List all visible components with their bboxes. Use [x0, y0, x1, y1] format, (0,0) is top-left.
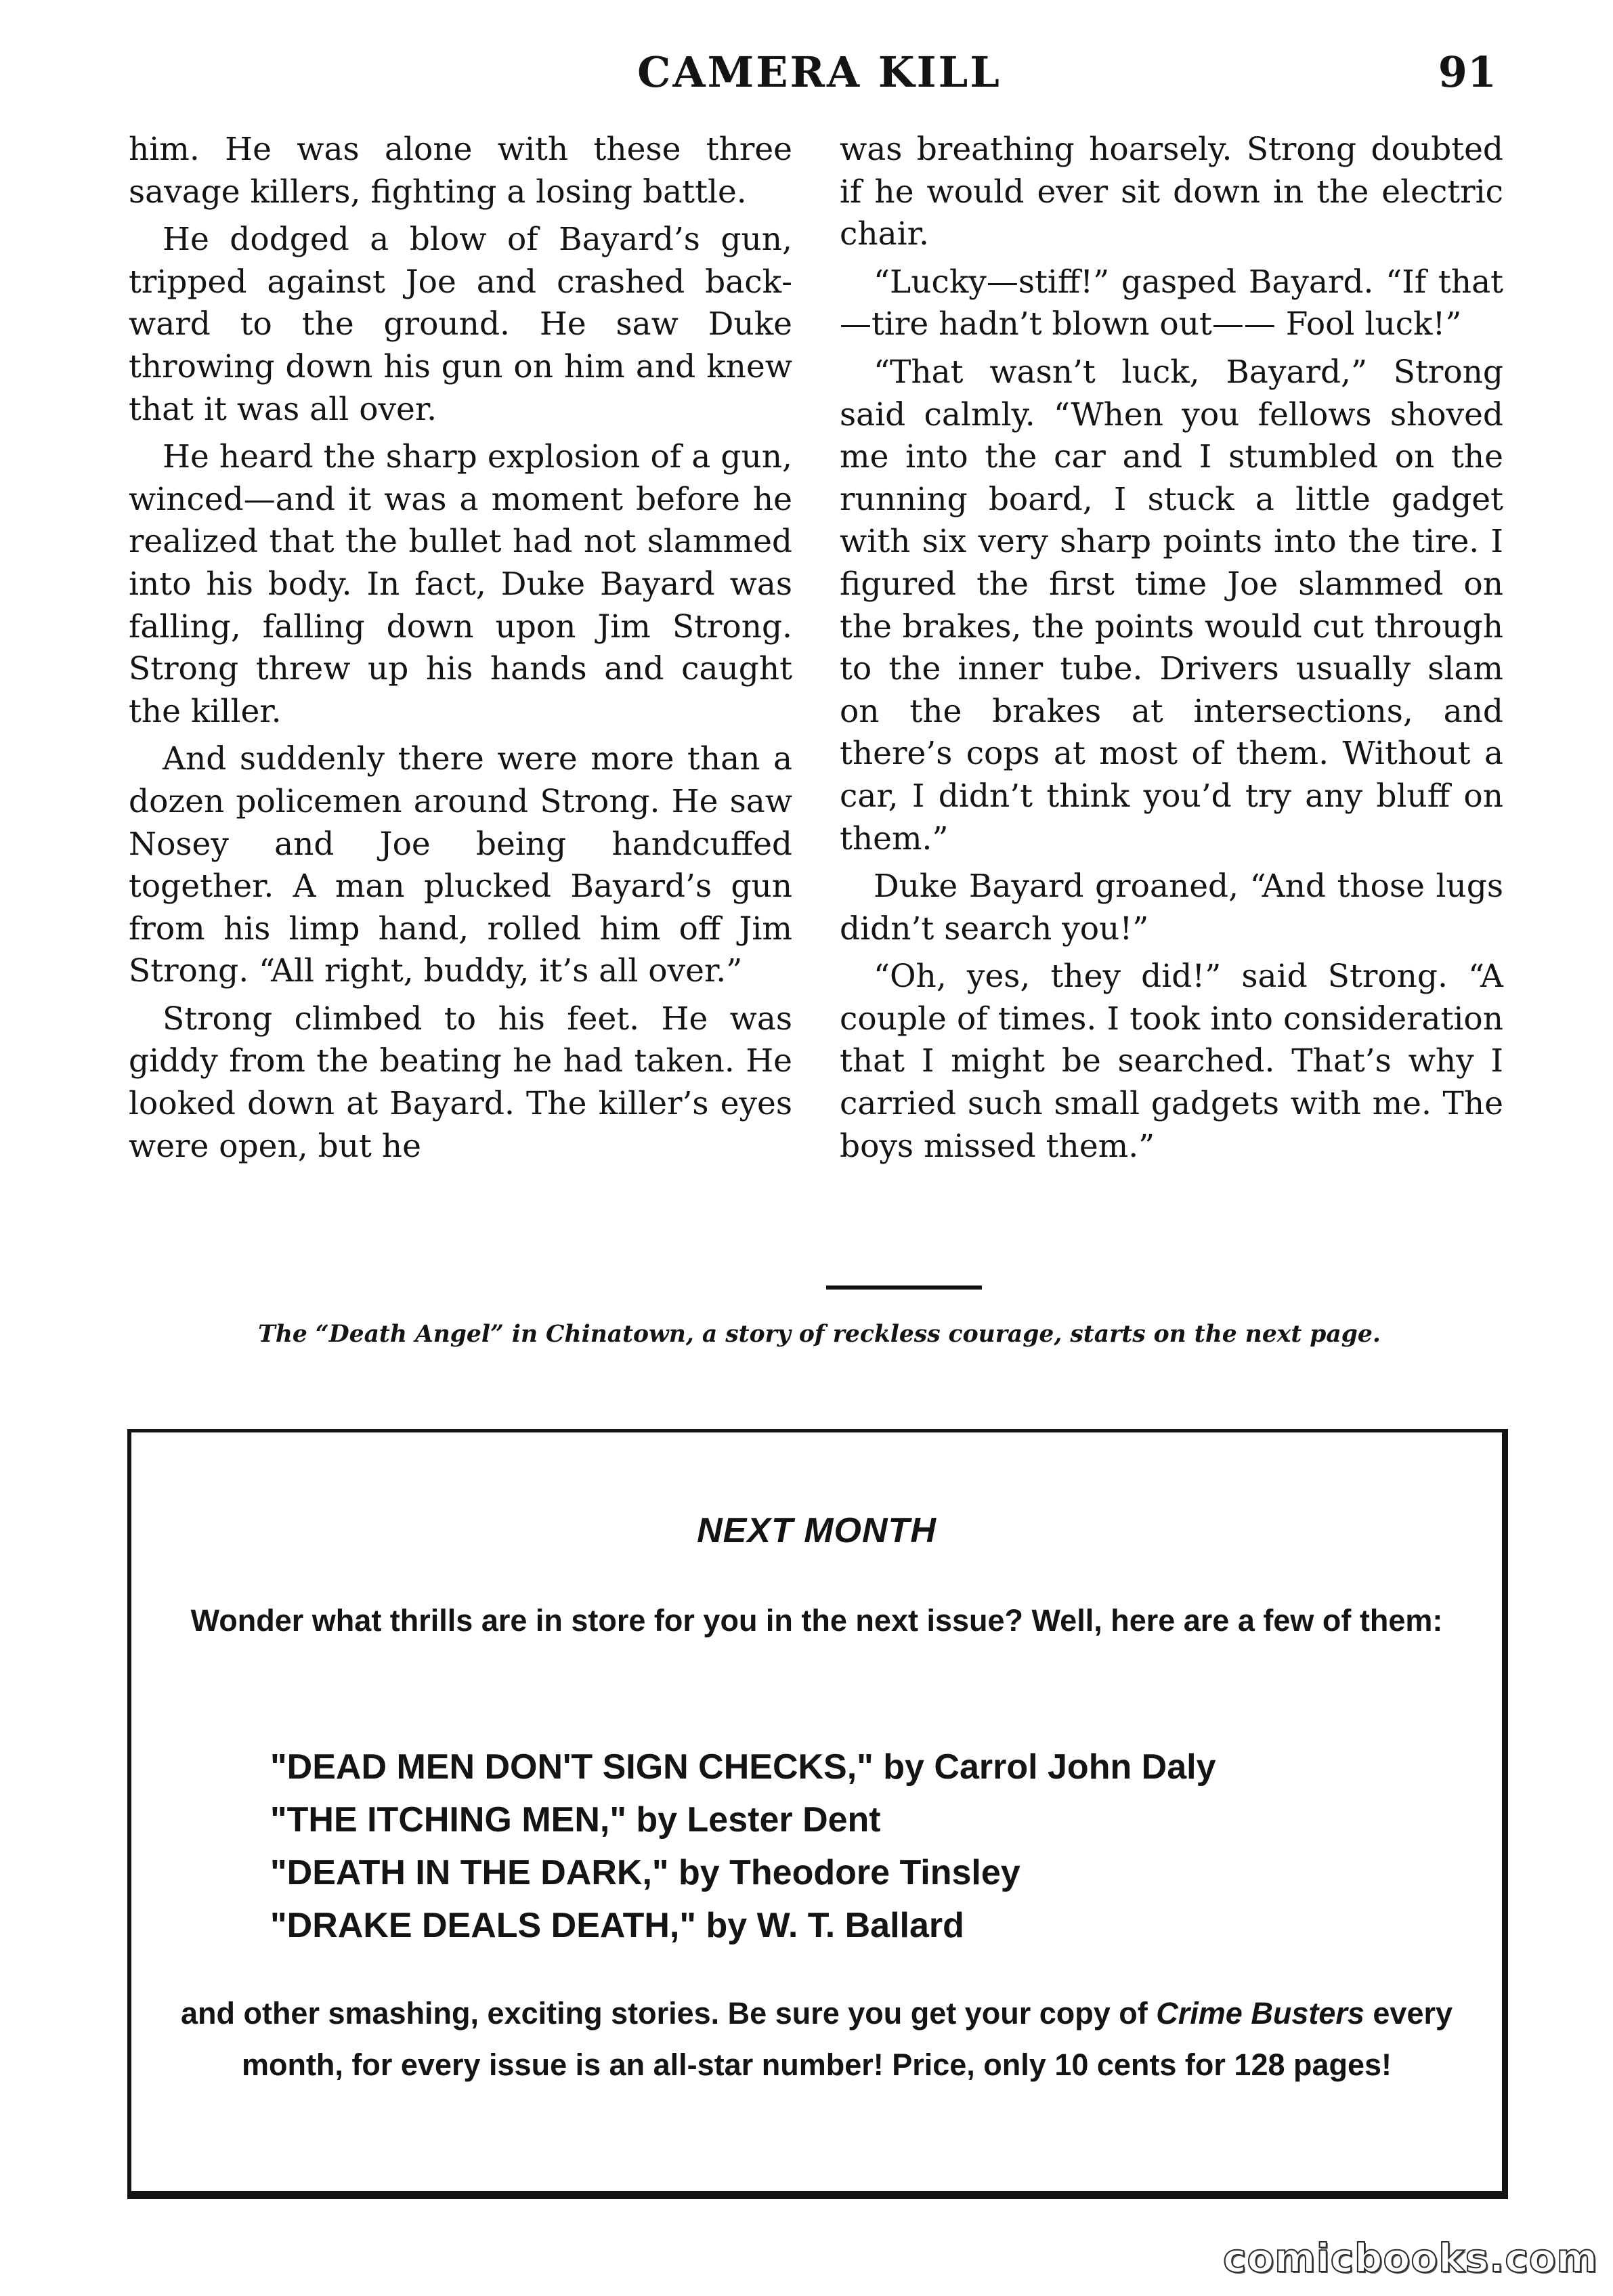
list-item: "DEAD MEN DON'T SIGN CHECKS," by Carrol John Daly: [270, 1747, 1216, 1787]
next-month-box: [127, 1429, 1508, 2199]
list-item: "DEATH IN THE DARK," by Theodore Tinsley: [270, 1853, 1020, 1892]
story-list: [270, 1741, 1489, 1952]
right-column: [840, 129, 1503, 1173]
paragraph: “Oh, yes, they did!” said Strong. “A couple of times. I took into consideration that I might be searched. That’s why I carried such small gadgets with me. The boys missed them.”: [840, 958, 1503, 1165]
next-story-teaser: The “Death Angel” in Chinatown, a story of reckless courage, starts on the next page.: [258, 1321, 1381, 1348]
next-month-closing: [172, 1988, 1461, 2091]
paragraph: Duke Bayard groaned, “And those lugs didn’t search you!”: [840, 868, 1503, 948]
magazine-name: Crime Busters: [1156, 1996, 1364, 2031]
closing-text: and other smashing, exciting stories. Be sure you get your copy of: [180, 1996, 1157, 2031]
running-head: [129, 47, 1510, 108]
closing-text: every month, for every issue is an all-star number! Price, only 10 cents for 128 pages!: [241, 1996, 1453, 2082]
next-month-heading: NEXT MONTH: [697, 1511, 937, 1550]
list-item: "DRAKE DEALS DEATH," by W. T. Ballard: [270, 1906, 964, 1945]
paragraph: He heard the sharp explosion of a gun, winced—and it was a moment before he realized that the bullet had not slammed into his body. In fact, Duke Bayard was falling, falling down upon Jim Strong. Strong threw up his hands and caught the killer.: [129, 438, 792, 730]
paragraph: Strong climbed to his feet. He was giddy from the beating he had taken. He looked down at Bayard. The killer’s eyes were open, but he: [129, 1000, 792, 1165]
story-body: [129, 129, 1510, 1273]
left-column: [129, 129, 792, 1173]
list-item: "THE ITCHING MEN," by Lester Dent: [270, 1800, 881, 1840]
paragraph: “Lucky—stiff!” gasped Bayard. “If that—tire hadn’t blown out—— Fool luck!”: [840, 263, 1503, 343]
paragraph: And suddenly there were more than a dozen policemen around Strong. He saw Nosey and Joe being handcuffed together. A man plucked Bayard’s gun from his limp hand, rolled him off Jim Strong. “All right, buddy, it’s all over.”: [129, 740, 792, 990]
paragraph: him. He was alone with these three savage killers, fighting a losing battle.: [129, 131, 792, 211]
story-end-rule: [826, 1285, 982, 1290]
paragraph: was breathing hoarsely. Strong doubted if he would ever sit down in the electric chair.: [840, 131, 1503, 253]
watermark: comicbooks.com: [1223, 2235, 1598, 2281]
next-month-intro: Wonder what thrills are in store for you in the next issue? Well, here are a few of them:: [190, 1603, 1443, 1638]
paragraph: “That wasn’t luck, Bayard,” Strong said calmly. “When you fellows shoved me into the car and I stumbled on the running board, I stuck a little gadget with six very sharp points into the tire. I figured the first time Joe slammed on the brakes, the points would cut through to the inner tube. Drivers usually slam on the brakes at intersections, and there’s cops at most of them. Without a car, I didn’t think you’d try any bluff on them.”: [840, 353, 1503, 857]
page-number: 91: [1438, 47, 1497, 97]
paragraph: He dodged a blow of Bayard’s gun, tripped against Joe and crashed backward to the ground. He saw Duke throwing down his gun on him and knew that it was all over.: [129, 221, 792, 428]
story-title: CAMERA KILL: [637, 47, 1002, 97]
